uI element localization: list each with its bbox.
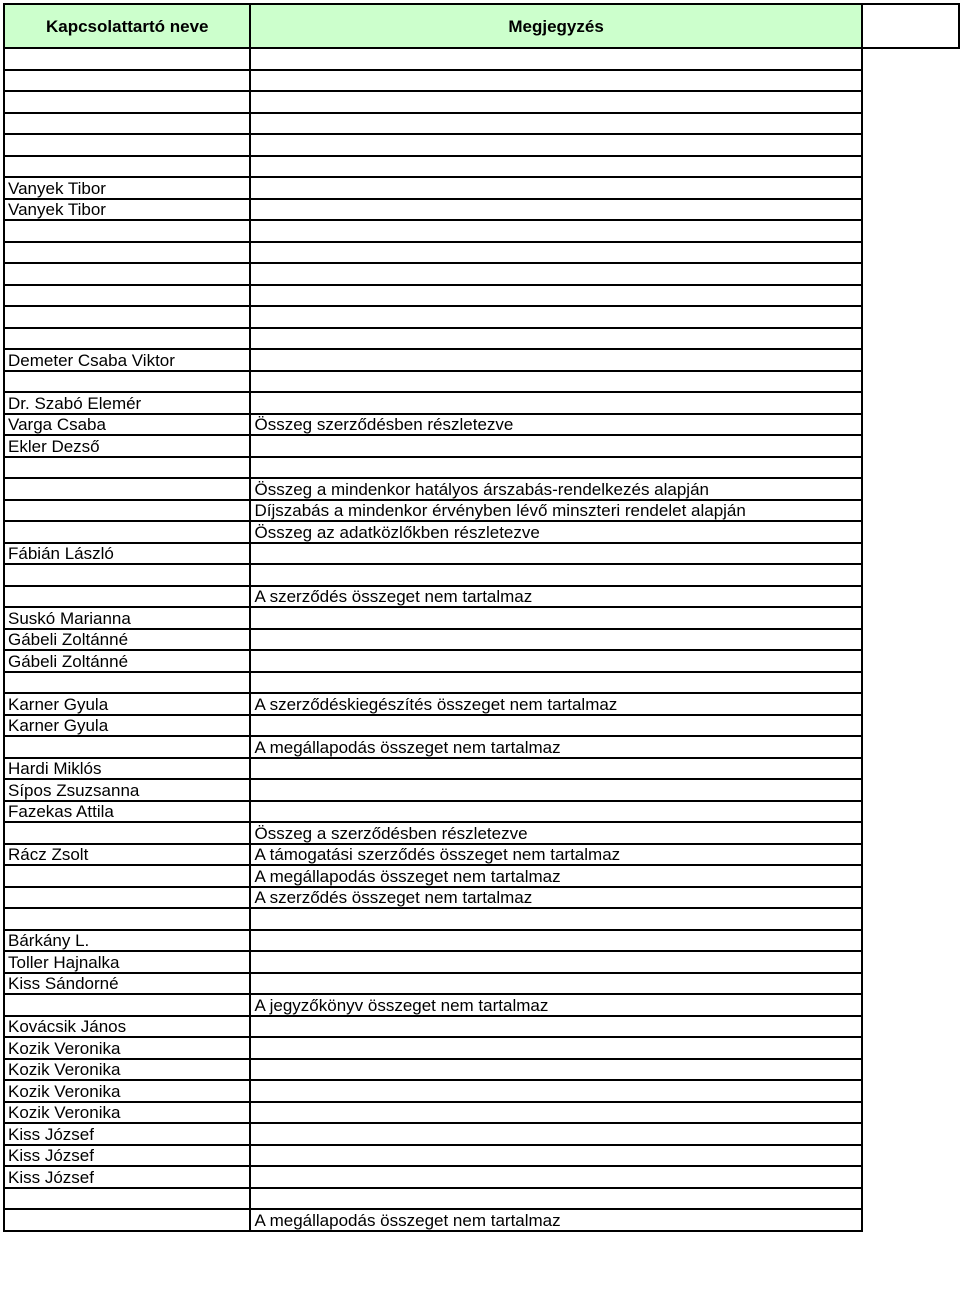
contact-name-cell[interactable]: Varga Csaba bbox=[4, 414, 250, 436]
contact-name-cell[interactable]: Ekler Dezső bbox=[4, 435, 250, 457]
empty-cell bbox=[862, 693, 959, 715]
contact-name-cell[interactable] bbox=[4, 134, 250, 156]
contact-name-cell[interactable]: Kiss Sándorné bbox=[4, 973, 250, 995]
empty-cell bbox=[862, 134, 959, 156]
table-row bbox=[4, 199, 959, 221]
table-row bbox=[4, 822, 959, 844]
note-cell[interactable] bbox=[250, 1188, 861, 1210]
table-row bbox=[4, 994, 959, 1016]
table-row bbox=[4, 328, 959, 350]
note-cell[interactable] bbox=[250, 220, 861, 242]
table-row bbox=[4, 973, 959, 995]
empty-cell bbox=[862, 328, 959, 350]
empty-cell bbox=[862, 156, 959, 178]
note-cell[interactable] bbox=[250, 564, 861, 586]
empty-cell bbox=[862, 822, 959, 844]
note-cell[interactable] bbox=[250, 1102, 861, 1124]
empty-cell bbox=[862, 930, 959, 952]
table-row bbox=[4, 1080, 959, 1102]
contact-name-cell[interactable]: Suskó Marianna bbox=[4, 607, 250, 629]
contact-name-cell[interactable]: Dr. Szabó Elemér bbox=[4, 392, 250, 414]
contact-name-cell[interactable] bbox=[4, 865, 250, 887]
note-cell[interactable] bbox=[250, 779, 861, 801]
note-cell[interactable] bbox=[250, 48, 861, 70]
note-cell[interactable]: Összeg szerződésben részletezve bbox=[250, 414, 861, 436]
empty-cell bbox=[862, 715, 959, 737]
table-row bbox=[4, 113, 959, 135]
table-row bbox=[4, 1016, 959, 1038]
note-cell[interactable] bbox=[250, 715, 861, 737]
empty-cell bbox=[862, 650, 959, 672]
table-row bbox=[4, 908, 959, 930]
table-row bbox=[4, 715, 959, 737]
empty-cell bbox=[862, 1037, 959, 1059]
contact-name-cell[interactable] bbox=[4, 521, 250, 543]
table-row bbox=[4, 177, 959, 199]
note-cell[interactable] bbox=[250, 930, 861, 952]
note-cell[interactable]: A szerződéskiegészítés összeget nem tartalmaz bbox=[250, 693, 861, 715]
note-cell[interactable] bbox=[250, 650, 861, 672]
note-cell[interactable] bbox=[250, 951, 861, 973]
note-cell[interactable]: A megállapodás összeget nem tartalmaz bbox=[250, 1209, 861, 1231]
contact-name-cell[interactable]: Bárkány L. bbox=[4, 930, 250, 952]
empty-cell bbox=[862, 199, 959, 221]
note-cell[interactable] bbox=[250, 177, 861, 199]
contact-name-cell[interactable] bbox=[4, 994, 250, 1016]
table-row bbox=[4, 1166, 959, 1188]
contact-name-cell[interactable]: Kiss József bbox=[4, 1145, 250, 1167]
contact-name-cell[interactable] bbox=[4, 306, 250, 328]
note-cell[interactable] bbox=[250, 199, 861, 221]
contact-name-cell[interactable]: Fábián László bbox=[4, 543, 250, 565]
table-row bbox=[4, 91, 959, 113]
note-cell[interactable] bbox=[250, 70, 861, 92]
spreadsheet-table bbox=[3, 3, 960, 1232]
empty-cell bbox=[862, 586, 959, 608]
empty-cell bbox=[862, 392, 959, 414]
contact-name-cell[interactable]: Vanyek Tibor bbox=[4, 177, 250, 199]
note-cell[interactable] bbox=[250, 435, 861, 457]
empty-cell bbox=[862, 1166, 959, 1188]
table-row bbox=[4, 435, 959, 457]
empty-cell bbox=[862, 478, 959, 500]
empty-cell bbox=[862, 865, 959, 887]
contact-name-cell[interactable] bbox=[4, 70, 250, 92]
empty-cell bbox=[862, 285, 959, 307]
contact-name-cell[interactable]: Kovácsik János bbox=[4, 1016, 250, 1038]
note-cell[interactable] bbox=[250, 801, 861, 823]
empty-cell bbox=[862, 607, 959, 629]
contact-name-cell[interactable]: Kiss József bbox=[4, 1166, 250, 1188]
note-cell[interactable] bbox=[250, 113, 861, 135]
contact-name-cell[interactable] bbox=[4, 113, 250, 135]
contact-name-cell[interactable] bbox=[4, 478, 250, 500]
empty-cell bbox=[862, 1209, 959, 1231]
table-row bbox=[4, 306, 959, 328]
note-cell[interactable]: A megállapodás összeget nem tartalmaz bbox=[250, 736, 861, 758]
empty-cell bbox=[862, 1188, 959, 1210]
table-row bbox=[4, 736, 959, 758]
contact-name-cell[interactable]: Rácz Zsolt bbox=[4, 844, 250, 866]
empty-cell bbox=[862, 220, 959, 242]
table-row bbox=[4, 263, 959, 285]
table-row bbox=[4, 457, 959, 479]
contact-name-cell[interactable] bbox=[4, 908, 250, 930]
contact-name-cell[interactable]: Kozik Veronika bbox=[4, 1037, 250, 1059]
empty-cell bbox=[862, 951, 959, 973]
table-row bbox=[4, 844, 959, 866]
empty-cell bbox=[862, 1102, 959, 1124]
contact-name-cell[interactable]: Gábeli Zoltánné bbox=[4, 629, 250, 651]
contact-name-cell[interactable] bbox=[4, 822, 250, 844]
contact-name-cell[interactable] bbox=[4, 48, 250, 70]
contact-name-cell[interactable]: Hardi Miklós bbox=[4, 758, 250, 780]
table-row bbox=[4, 1145, 959, 1167]
empty-cell bbox=[862, 844, 959, 866]
table-row bbox=[4, 650, 959, 672]
empty-cell bbox=[862, 994, 959, 1016]
note-cell[interactable] bbox=[250, 306, 861, 328]
empty-cell bbox=[862, 1080, 959, 1102]
note-cell[interactable]: Díjszabás a mindenkor érvényben lévő minszteri rendelet alapján bbox=[250, 500, 861, 522]
table-row bbox=[4, 887, 959, 909]
table-row bbox=[4, 414, 959, 436]
note-cell[interactable] bbox=[250, 672, 861, 694]
contact-name-cell[interactable] bbox=[4, 1209, 250, 1231]
contact-name-cell[interactable] bbox=[4, 328, 250, 350]
empty-cell bbox=[862, 48, 959, 70]
contact-name-cell[interactable] bbox=[4, 263, 250, 285]
empty-cell bbox=[862, 543, 959, 565]
table-row bbox=[4, 801, 959, 823]
table-row bbox=[4, 1102, 959, 1124]
table-row bbox=[4, 779, 959, 801]
table-row bbox=[4, 220, 959, 242]
contact-name-cell[interactable] bbox=[4, 91, 250, 113]
empty-cell bbox=[862, 113, 959, 135]
table-row bbox=[4, 564, 959, 586]
contact-name-cell[interactable] bbox=[4, 586, 250, 608]
empty-cell bbox=[862, 414, 959, 436]
note-cell[interactable] bbox=[250, 91, 861, 113]
table-row bbox=[4, 371, 959, 393]
note-cell[interactable] bbox=[250, 263, 861, 285]
note-cell[interactable] bbox=[250, 607, 861, 629]
contact-name-cell[interactable]: Fazekas Attila bbox=[4, 801, 250, 823]
table-row bbox=[4, 1188, 959, 1210]
note-cell[interactable] bbox=[250, 457, 861, 479]
contact-name-cell[interactable] bbox=[4, 371, 250, 393]
contact-name-cell[interactable]: Sípos Zsuzsanna bbox=[4, 779, 250, 801]
table-row bbox=[4, 758, 959, 780]
contact-name-cell[interactable]: Gábeli Zoltánné bbox=[4, 650, 250, 672]
empty-cell bbox=[862, 306, 959, 328]
empty-cell bbox=[862, 564, 959, 586]
empty-cell bbox=[862, 1123, 959, 1145]
note-cell[interactable] bbox=[250, 328, 861, 350]
contact-name-cell[interactable]: Kiss József bbox=[4, 1123, 250, 1145]
note-cell[interactable] bbox=[250, 392, 861, 414]
table-row bbox=[4, 543, 959, 565]
empty-cell bbox=[862, 1059, 959, 1081]
empty-cell bbox=[862, 457, 959, 479]
contact-name-cell[interactable] bbox=[4, 736, 250, 758]
note-cell[interactable]: A szerződés összeget nem tartalmaz bbox=[250, 586, 861, 608]
contact-name-cell[interactable]: Vanyek Tibor bbox=[4, 199, 250, 221]
table-row bbox=[4, 70, 959, 92]
note-cell[interactable] bbox=[250, 758, 861, 780]
empty-cell bbox=[862, 70, 959, 92]
empty-cell bbox=[862, 1016, 959, 1038]
table-row bbox=[4, 392, 959, 414]
empty-cell bbox=[862, 758, 959, 780]
note-cell[interactable]: Összeg a mindenkor hatályos árszabás-rendelkezés alapján bbox=[250, 478, 861, 500]
table-row bbox=[4, 134, 959, 156]
spreadsheet-body bbox=[4, 4, 959, 1231]
note-cell[interactable] bbox=[250, 1016, 861, 1038]
table-row bbox=[4, 951, 959, 973]
contact-name-cell[interactable] bbox=[4, 242, 250, 264]
table-row bbox=[4, 1209, 959, 1231]
note-cell[interactable] bbox=[250, 371, 861, 393]
table-row bbox=[4, 521, 959, 543]
table-row bbox=[4, 349, 959, 371]
note-cell[interactable]: A megállapodás összeget nem tartalmaz bbox=[250, 865, 861, 887]
note-cell[interactable] bbox=[250, 1037, 861, 1059]
note-cell[interactable]: Összeg a szerződésben részletezve bbox=[250, 822, 861, 844]
note-cell[interactable] bbox=[250, 629, 861, 651]
table-row bbox=[4, 629, 959, 651]
header-row bbox=[4, 4, 959, 48]
empty-cell bbox=[862, 177, 959, 199]
table-row bbox=[4, 478, 959, 500]
note-cell[interactable] bbox=[250, 156, 861, 178]
note-cell[interactable] bbox=[250, 1166, 861, 1188]
contact-name-cell[interactable] bbox=[4, 285, 250, 307]
table-row bbox=[4, 242, 959, 264]
contact-name-cell[interactable] bbox=[4, 220, 250, 242]
note-cell[interactable] bbox=[250, 1145, 861, 1167]
empty-cell bbox=[862, 91, 959, 113]
empty-cell bbox=[862, 908, 959, 930]
contact-name-cell[interactable] bbox=[4, 672, 250, 694]
header-extra-cell[interactable] bbox=[862, 4, 959, 48]
empty-cell bbox=[862, 672, 959, 694]
empty-cell bbox=[862, 521, 959, 543]
note-cell[interactable]: A támogatási szerződés összeget nem tartalmaz bbox=[250, 844, 861, 866]
empty-cell bbox=[862, 349, 959, 371]
contact-name-cell[interactable] bbox=[4, 887, 250, 909]
empty-cell bbox=[862, 736, 959, 758]
table-row bbox=[4, 693, 959, 715]
table-row bbox=[4, 586, 959, 608]
empty-cell bbox=[862, 242, 959, 264]
header-note[interactable]: Megjegyzés bbox=[250, 4, 861, 48]
table-row bbox=[4, 607, 959, 629]
table-row bbox=[4, 48, 959, 70]
note-cell[interactable]: A jegyzőkönyv összeget nem tartalmaz bbox=[250, 994, 861, 1016]
note-cell[interactable] bbox=[250, 1080, 861, 1102]
header-contact-name[interactable]: Kapcsolattartó neve bbox=[4, 4, 250, 48]
note-cell[interactable] bbox=[250, 908, 861, 930]
table-row bbox=[4, 156, 959, 178]
note-cell[interactable] bbox=[250, 973, 861, 995]
contact-name-cell[interactable]: Kozik Veronika bbox=[4, 1102, 250, 1124]
empty-cell bbox=[862, 500, 959, 522]
empty-cell bbox=[862, 887, 959, 909]
contact-name-cell[interactable]: Karner Gyula bbox=[4, 715, 250, 737]
empty-cell bbox=[862, 435, 959, 457]
empty-cell bbox=[862, 779, 959, 801]
note-cell[interactable]: Összeg az adatközlőkben részletezve bbox=[250, 521, 861, 543]
note-cell[interactable] bbox=[250, 349, 861, 371]
empty-cell bbox=[862, 371, 959, 393]
contact-name-cell[interactable] bbox=[4, 1188, 250, 1210]
table-row bbox=[4, 1059, 959, 1081]
empty-cell bbox=[862, 801, 959, 823]
note-cell[interactable] bbox=[250, 1123, 861, 1145]
table-row bbox=[4, 672, 959, 694]
contact-name-cell[interactable] bbox=[4, 564, 250, 586]
contact-name-cell[interactable]: Kozik Veronika bbox=[4, 1080, 250, 1102]
note-cell[interactable]: A szerződés összeget nem tartalmaz bbox=[250, 887, 861, 909]
empty-cell bbox=[862, 1145, 959, 1167]
empty-cell bbox=[862, 263, 959, 285]
note-cell[interactable] bbox=[250, 134, 861, 156]
table-row bbox=[4, 1037, 959, 1059]
contact-name-cell[interactable] bbox=[4, 457, 250, 479]
empty-cell bbox=[862, 973, 959, 995]
table-row bbox=[4, 930, 959, 952]
table-row bbox=[4, 285, 959, 307]
contact-name-cell[interactable]: Demeter Csaba Viktor bbox=[4, 349, 250, 371]
table-row bbox=[4, 500, 959, 522]
note-cell[interactable] bbox=[250, 242, 861, 264]
contact-name-cell[interactable]: Toller Hajnalka bbox=[4, 951, 250, 973]
contact-name-cell[interactable] bbox=[4, 500, 250, 522]
contact-name-cell[interactable] bbox=[4, 156, 250, 178]
contact-name-cell[interactable]: Kozik Veronika bbox=[4, 1059, 250, 1081]
empty-cell bbox=[862, 629, 959, 651]
note-cell[interactable] bbox=[250, 285, 861, 307]
note-cell[interactable] bbox=[250, 543, 861, 565]
note-cell[interactable] bbox=[250, 1059, 861, 1081]
contact-name-cell[interactable]: Karner Gyula bbox=[4, 693, 250, 715]
table-row bbox=[4, 1123, 959, 1145]
table-row bbox=[4, 865, 959, 887]
